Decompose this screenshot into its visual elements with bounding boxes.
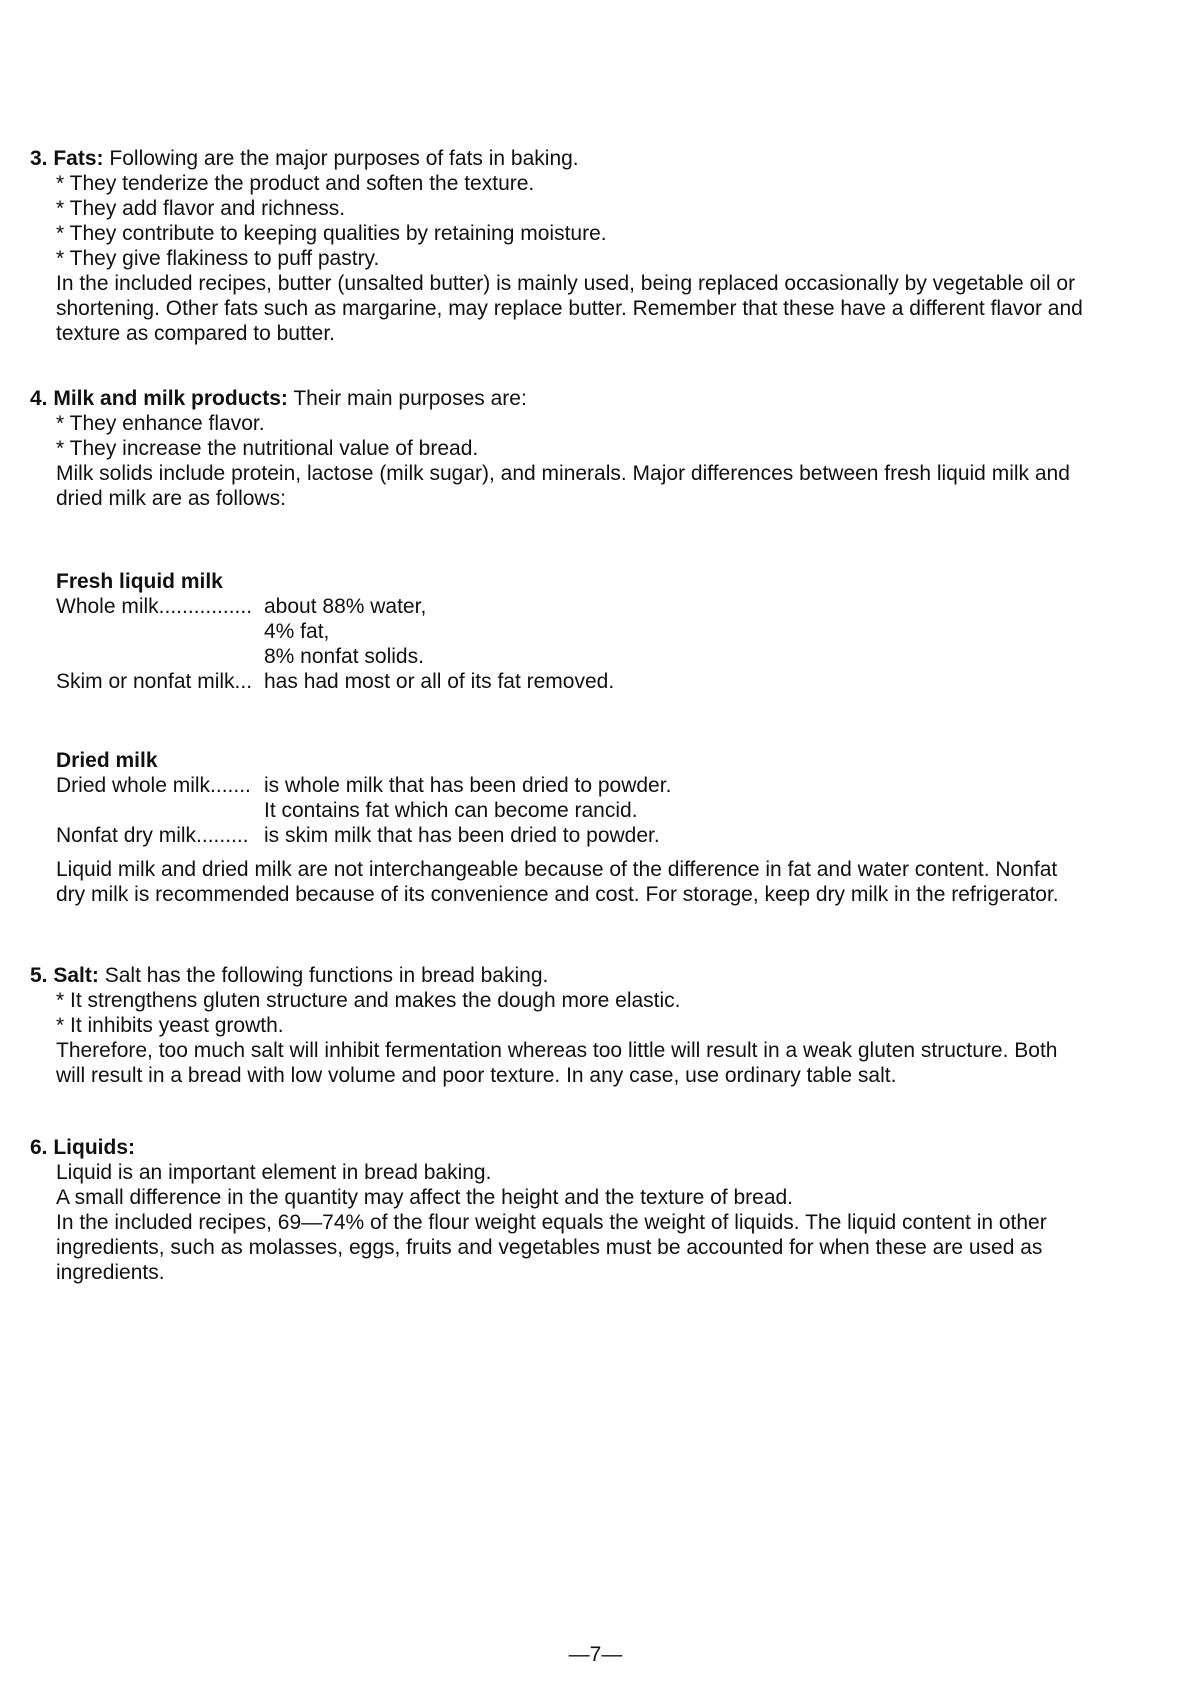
fats-heading — [30, 146, 1090, 171]
liquids-line: A small difference in the quantity may affect the height and the texture of bread. — [56, 1186, 794, 1209]
definition-row — [56, 773, 1090, 823]
milk-heading — [30, 386, 1090, 411]
milk-number: 4. — [30, 387, 48, 410]
milk-closing-paragraph: Liquid milk and dried milk are not interchangeable because of the difference in fat and water content. Nonfat dry milk is recommended because of its convenience and cost. For storage, keep dry milk in the refrigerator. — [56, 858, 1059, 906]
salt-bullet: * It strengthens gluten structure and makes the dough more elastic. — [56, 989, 681, 1012]
definition-description: has had most or all of its fat removed. — [264, 670, 615, 693]
fats-number: 3. — [30, 147, 48, 170]
dried-milk-heading: Dried milk — [56, 749, 158, 772]
liquids-line: Liquid is an important element in bread baking. — [56, 1161, 492, 1184]
liquids-title: Liquids: — [53, 1136, 136, 1159]
milk-intro: Their main purposes are: — [293, 387, 527, 410]
definition-description — [264, 773, 1090, 823]
fresh-milk-heading: Fresh liquid milk — [56, 570, 223, 593]
definition-line: is whole milk that has been dried to powder. — [264, 774, 672, 797]
milk-paragraph: Milk solids include protein, lactose (milk sugar), and minerals. Major differences between fresh liquid milk and dried milk are as follows: — [56, 462, 1070, 510]
salt-title: Salt: — [53, 964, 99, 987]
fats-body — [30, 171, 1090, 346]
section-fats — [30, 146, 1090, 346]
definition-row — [56, 669, 1090, 694]
salt-intro: Salt has the following functions in bread baking. — [104, 964, 549, 987]
liquids-number: 6. — [30, 1136, 48, 1159]
liquids-paragraph: In the included recipes, 69—74% of the flour weight equals the weight of liquids. The liquid content in other ingredients, such as molasses, eggs, fruits and vegetables must be accounted for when these are used as ingredients. — [56, 1211, 1047, 1284]
definition-term: Nonfat dry milk......... — [56, 824, 249, 847]
salt-heading — [30, 963, 1090, 988]
section-salt — [30, 963, 1090, 1088]
liquids-heading — [30, 1135, 1090, 1160]
fats-intro: Following are the major purposes of fats in baking. — [109, 147, 579, 170]
fresh-milk-block — [56, 569, 1090, 694]
milk-bullet: * They enhance flavor. — [56, 412, 265, 435]
salt-number: 5. — [30, 964, 48, 987]
milk-bullet: * They increase the nutritional value of bread. — [56, 437, 479, 460]
liquids-body — [30, 1160, 1090, 1285]
section-liquids — [30, 1135, 1090, 1285]
definition-description — [264, 594, 1090, 669]
section-milk — [30, 386, 1090, 907]
fats-paragraph: In the included recipes, butter (unsalted butter) is mainly used, being replaced occasionally by vegetable oil or shortening. Other fats such as margarine, may replace butter. Remember that these have a different flavor and texture as compared to butter. — [56, 272, 1083, 345]
definition-line: It contains fat which can become rancid. — [264, 799, 638, 822]
definition-term: Skim or nonfat milk... — [56, 670, 253, 693]
salt-body — [30, 988, 1090, 1088]
definition-line: 4% fat, — [264, 620, 330, 643]
milk-title: Milk and milk products: — [53, 387, 288, 410]
definition-line: 8% nonfat solids. — [264, 645, 424, 668]
definition-description: is skim milk that has been dried to powder. — [264, 824, 660, 847]
fats-bullet: * They contribute to keeping qualities by retaining moisture. — [56, 222, 607, 245]
fats-bullet: * They add flavor and richness. — [56, 197, 346, 220]
dried-milk-block — [56, 748, 1090, 848]
fats-bullet: * They tenderize the product and soften the texture. — [56, 172, 535, 195]
salt-bullet: * It inhibits yeast growth. — [56, 1014, 284, 1037]
fats-title: Fats: — [53, 147, 104, 170]
definition-row — [56, 823, 1090, 848]
definition-row — [56, 594, 1090, 669]
page-number: —7— — [568, 1643, 623, 1666]
salt-paragraph: Therefore, too much salt will inhibit fermentation whereas too little will result in a weak gluten structure. Both will result in a bread with low volume and poor texture. In any case, use ordinary table salt. — [56, 1039, 1058, 1087]
milk-body — [30, 411, 1090, 907]
fats-bullet: * They give flakiness to puff pastry. — [56, 247, 380, 270]
definition-line: about 88% water, — [264, 595, 427, 618]
definition-term: Dried whole milk....... — [56, 774, 251, 797]
definition-term: Whole milk................ — [56, 595, 253, 618]
